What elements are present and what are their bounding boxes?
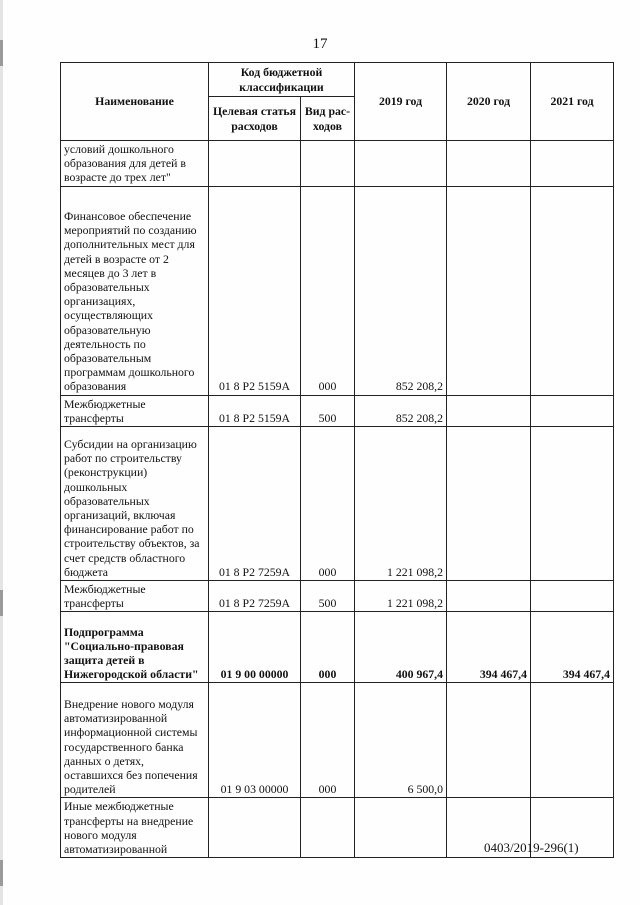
table-row (61, 395, 614, 426)
row-name: Межбюджетные трансферты (61, 395, 209, 426)
table-row (61, 427, 614, 581)
row-target-article: 01 8 P2 5159A (209, 186, 301, 395)
row-name: Межбюджетные трансферты (61, 581, 209, 612)
row-value-2019 (355, 798, 447, 858)
header-row-1 (61, 63, 614, 97)
row-value-2021 (531, 141, 614, 187)
row-target-article: 01 9 00 00000 (209, 612, 301, 683)
binding-mark (0, 590, 3, 616)
row-value-2021 (531, 395, 614, 426)
table-row (61, 581, 614, 612)
table-row (61, 612, 614, 683)
header-name: Наименование (61, 63, 209, 141)
header-target-article: Целевая статья расходов (209, 97, 301, 141)
row-expense-type: 500 (301, 395, 355, 426)
table-row (61, 683, 614, 798)
row-value-2020 (447, 683, 531, 798)
row-expense-type (301, 141, 355, 187)
header-2019: 2019 год (355, 63, 447, 141)
row-target-article: 01 8 P2 7259A (209, 581, 301, 612)
document-code: 0403/2019-296(1) (484, 840, 579, 855)
row-expense-type: 000 (301, 427, 355, 581)
row-target-article (209, 798, 301, 858)
row-target-article: 01 8 P2 5159A (209, 395, 301, 426)
row-name: Иные межбюджетные трансферты на внедрение нового модуля автоматизированной (61, 798, 209, 858)
header-2021: 2021 год (531, 63, 614, 141)
row-value-2021 (531, 683, 614, 798)
row-name: Внедрение нового модуля автоматизированной информационной системы государственного банка данных о детях, оставшихся без попечения родителей (61, 683, 209, 798)
budget-table (60, 62, 614, 858)
row-value-2021 (531, 581, 614, 612)
row-value-2020 (447, 186, 531, 395)
row-value-2019: 852 208,2 (355, 186, 447, 395)
header-kbk-group: Код бюджетной классификации (209, 63, 355, 97)
row-value-2019: 852 208,2 (355, 395, 447, 426)
row-value-2020: 394 467,4 (447, 612, 531, 683)
row-value-2020 (447, 427, 531, 581)
row-value-2021 (531, 427, 614, 581)
page-number: 17 (312, 36, 328, 52)
row-value-2020 (447, 581, 531, 612)
row-name: Подпрограмма "Социально-правовая защита детей в Нижегородской области" (61, 612, 209, 683)
row-name: Финансовое обеспечение мероприятий по созданию дополнительных мест для детей в возрасте от 2 месяцев до 3 лет в образовательных организациях, осуществляющих образовательную деятельность по образовательным программам дошкольного образования (61, 186, 209, 395)
row-value-2021 (531, 186, 614, 395)
row-value-2019: 1 221 098,2 (355, 427, 447, 581)
row-target-article: 01 8 P2 7259A (209, 427, 301, 581)
row-name: Субсидии на организацию работ по строительству (реконструкции) дошкольных образовательных организаций, включая финансирование работ по строительству объектов, за счет средств областного бюджета (61, 427, 209, 581)
header-expense-type: Вид рас-ходов (301, 97, 355, 141)
row-value-2019: 6 500,0 (355, 683, 447, 798)
table-row (61, 186, 614, 395)
table-row (61, 141, 614, 187)
left-edge-binding (0, 0, 3, 905)
row-expense-type: 000 (301, 186, 355, 395)
header-2020: 2020 год (447, 63, 531, 141)
row-expense-type: 500 (301, 581, 355, 612)
row-value-2019: 1 221 098,2 (355, 581, 447, 612)
row-name: условий дошкольного образования для детей в возрасте до трех лет" (61, 141, 209, 187)
row-value-2020 (447, 395, 531, 426)
row-value-2021: 394 467,4 (531, 612, 614, 683)
binding-mark (0, 860, 3, 886)
row-value-2020 (447, 141, 531, 187)
row-value-2019: 400 967,4 (355, 612, 447, 683)
row-expense-type: 000 (301, 683, 355, 798)
row-value-2019 (355, 141, 447, 187)
row-expense-type (301, 798, 355, 858)
row-target-article: 01 9 03 00000 (209, 683, 301, 798)
row-target-article (209, 141, 301, 187)
row-expense-type: 000 (301, 612, 355, 683)
